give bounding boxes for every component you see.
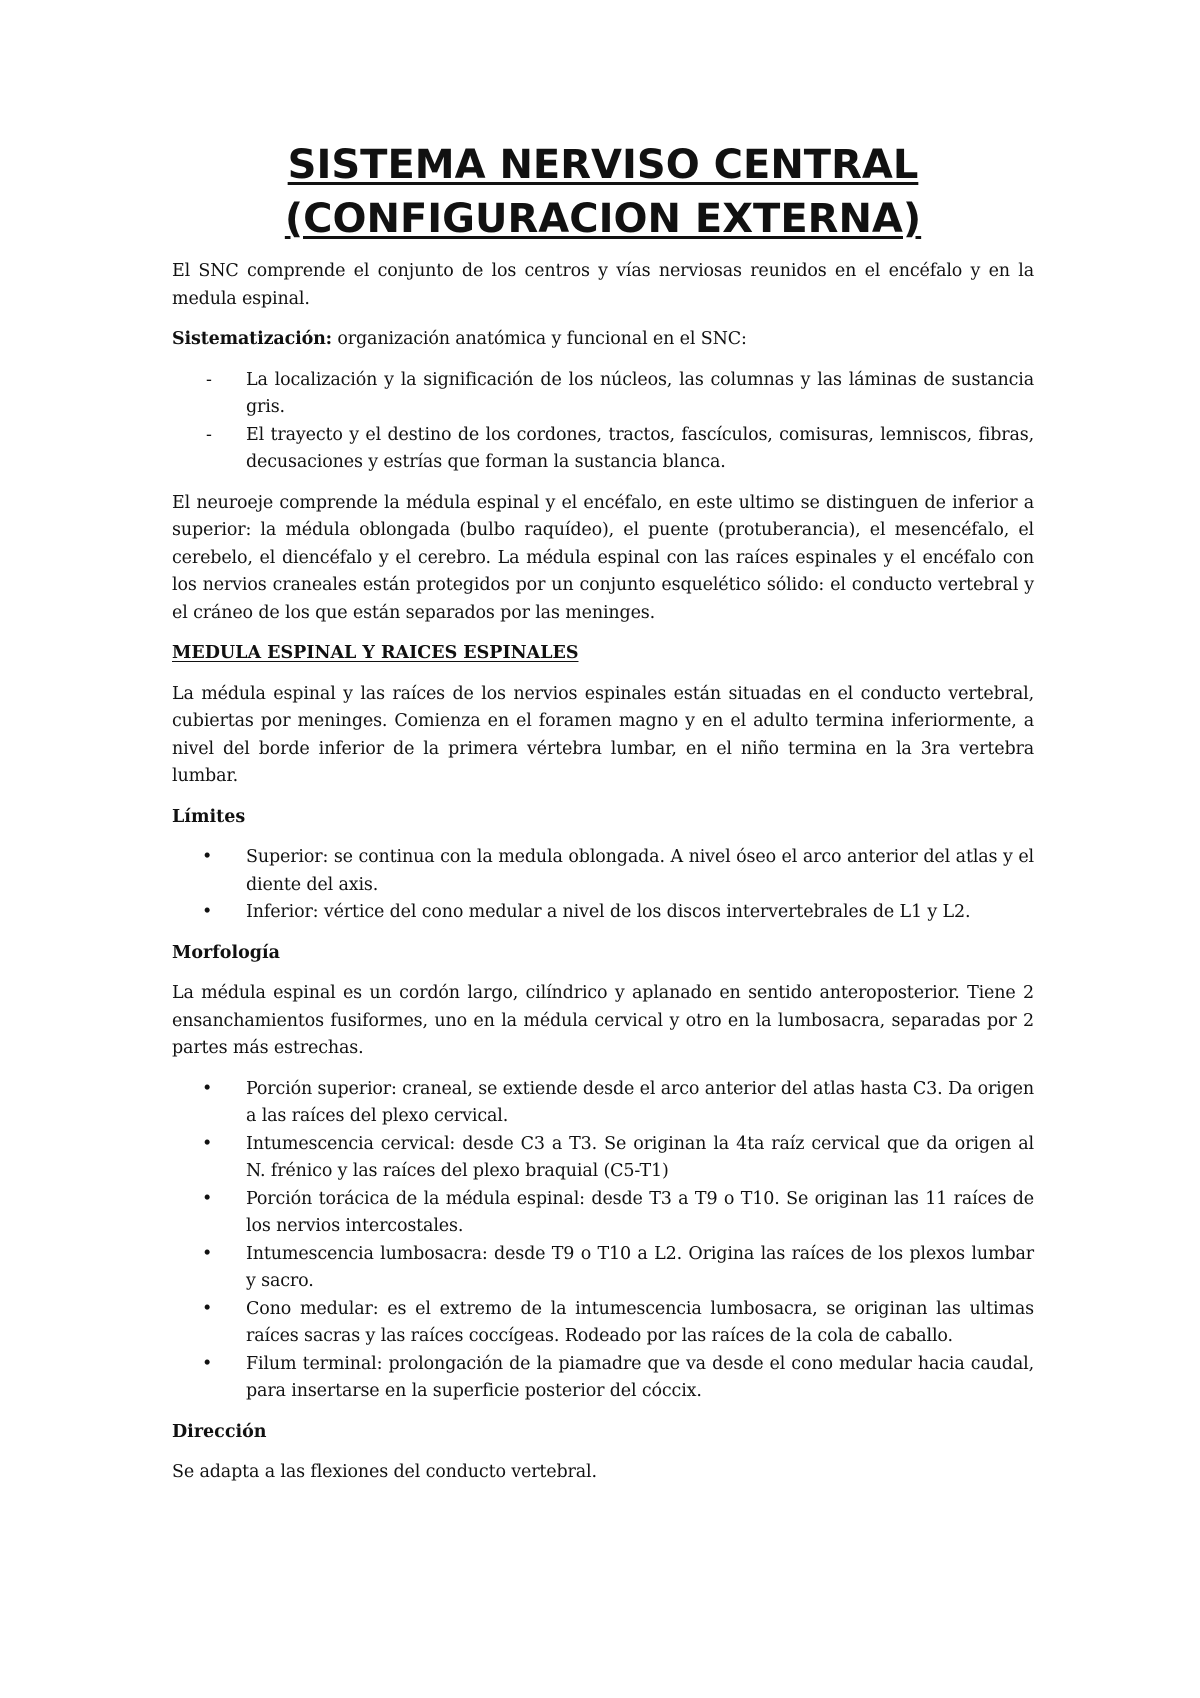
dash-marker: - [206,369,212,390]
bullet-marker: • [202,1353,213,1374]
list-item [172,1351,1034,1406]
list-item [172,1186,1034,1241]
bullet-marker: • [202,847,213,867]
bullet-marker: • [202,1243,213,1264]
section-heading-medula: MEDULA ESPINAL Y RAICES ESPINALES [172,643,579,663]
systematization-list [172,367,1034,477]
morphology-paragraph: La médula espinal es un cordón largo, cilíndrico y aplanado en sentido anteroposterior. Tiene 2 ensanchamientos fusiformes, uno en la médula cervical y otro en la lumbosacra, separadas por 2 partes más estrechas. [172,983,1034,1058]
list-item [172,844,1034,899]
list-item-text: El trayecto y el destino de los cordones, tractos, fascículos, comisuras, lemniscos, fibras, decusaciones y estrías que forman la sustancia blanca. [246,424,1034,472]
list-item [172,1241,1034,1296]
title-line-2: (CONFIGURACION EXTERNA) [284,196,922,242]
section-heading-direction: Dirección [172,1421,267,1442]
dash-marker: - [206,424,212,445]
document-body [172,138,1034,1500]
systematization-paragraph [172,326,1034,354]
list-item-text: Porción superior: craneal, se extiende desde el arco anterior del atlas hasta C3. Da origen a las raíces del plexo cervical. [246,1078,1034,1126]
section-heading-limits: Límites [172,806,246,827]
bullet-marker: • [202,1298,213,1319]
list-item-text: Intumescencia lumbosacra: desde T9 o T10 a L2. Origina las raíces de los plexos lumbar y sacro. [246,1243,1034,1291]
list-item [172,1131,1034,1186]
morphology-list [172,1076,1034,1406]
bullet-marker: • [202,1078,213,1099]
list-item-text: Cono medular: es el extremo de la intumescencia lumbosacra, se originan las ultimas raíces sacras y las raíces coccígeas. Rodeado por las raíces de la cola de caballo. [246,1298,1034,1346]
list-item-text: Porción torácica de la médula espinal: desde T3 a T9 o T10. Se originan las 11 raíces de los nervios intercostales. [246,1188,1034,1236]
title-line-1: SISTEMA NERVISO CENTRAL [287,142,919,188]
section-heading-morphology: Morfología [172,942,281,963]
systematization-label: Sistematización: [172,329,332,349]
list-item [172,367,1034,422]
bullet-marker: • [202,1188,213,1209]
list-item [172,1076,1034,1131]
list-item-text: La localización y la significación de los núcleos, las columnas y las láminas de sustancia gris. [246,369,1034,417]
bullet-marker: • [202,1133,213,1154]
intro-paragraph: El SNC comprende el conjunto de los centros y vías nerviosas reunidos en el encéfalo y en la medula espinal. [172,261,1034,309]
list-item [172,899,1034,927]
list-item-text: Filum terminal: prolongación de la piamadre que va desde el cono medular hacia caudal, para insertarse en la superficie posterior del cóccix. [246,1353,1034,1401]
direction-paragraph: Se adapta a las flexiones del conducto vertebral. [172,1462,597,1482]
page-title [172,138,1034,246]
systematization-text: organización anatómica y funcional en el SNC: [331,329,747,349]
bullet-marker: • [202,902,213,922]
list-item [172,422,1034,477]
list-item-text: Intumescencia cervical: desde C3 a T3. Se originan la 4ta raíz cervical que da origen al N. frénico y las raíces del plexo braquial (C5-T1) [246,1133,1034,1181]
neuroaxis-paragraph: El neuroeje comprende la médula espinal y el encéfalo, en este ultimo se distinguen de inferior a superior: la médula oblongada (bulbo raquídeo), el puente (protuberancia), el mesencéfalo, el cerebelo, el diencéfalo y el cerebro. La médula espinal con las raíces espinales y el encéfalo con los nervios craneales están protegidos por un conjunto esquelético sólido: el conducto vertebral y el cráneo de los que están separados por las meninges. [172,492,1034,623]
list-item [172,1296,1034,1351]
medula-paragraph: La médula espinal y las raíces de los nervios espinales están situadas en el conducto vertebral, cubiertas por meninges. Comienza en el foramen magno y en el adulto termina inferiormente, a nivel del borde inferior de la primera vértebra lumbar, en el niño termina en la 3ra vertebra lumbar. [172,683,1034,786]
list-item-text: Inferior: vértice del cono medular a nivel de los discos intervertebrales de L1 y L2. [246,902,971,922]
limits-list [172,844,1034,927]
list-item-text: Superior: se continua con la medula oblongada. A nivel óseo el arco anterior del atlas y el diente del axis. [246,847,1034,895]
